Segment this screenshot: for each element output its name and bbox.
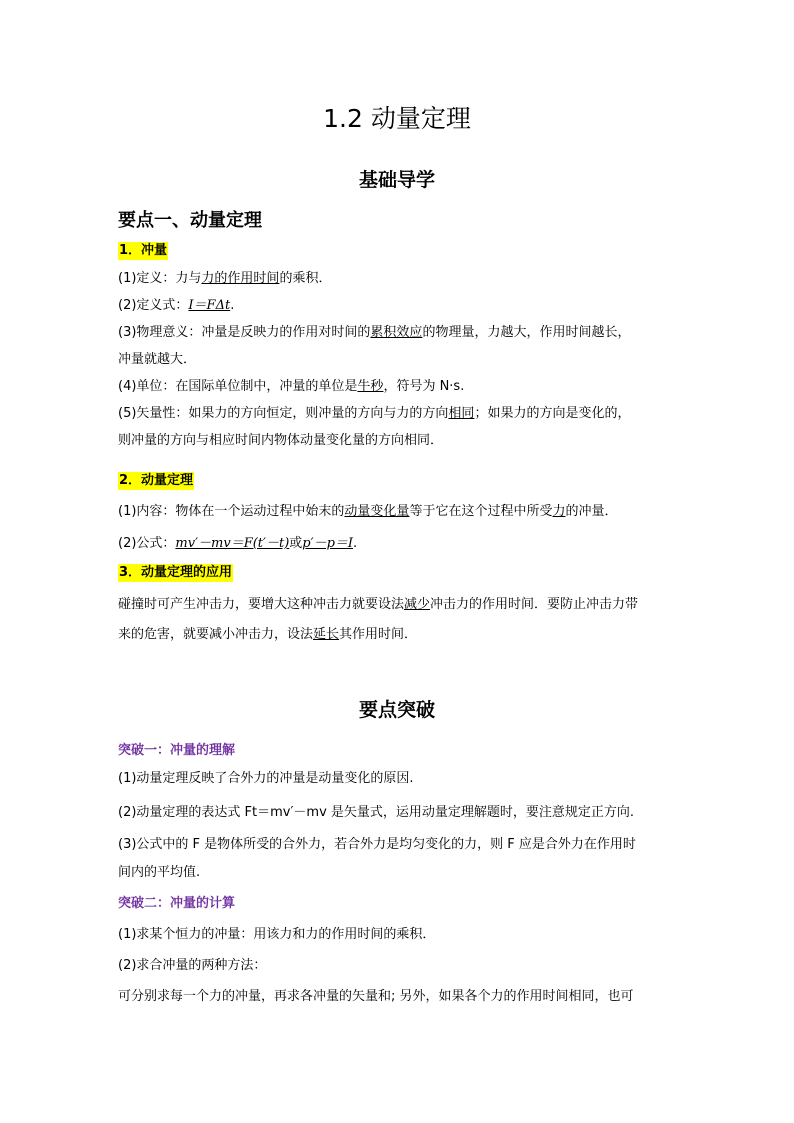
understanding-line4: 间内的平均值. bbox=[118, 865, 201, 880]
theorem-formula: (2)公式：mv′－mv＝F(t′－t)或p′－p＝I. bbox=[118, 536, 358, 551]
impulse-formula: (2)定义式：I＝FΔt. bbox=[118, 298, 235, 313]
subheading-impulse: 1．冲量 bbox=[119, 243, 168, 258]
subheading-impulse-calculation: 突破二：冲量的计算 bbox=[118, 896, 236, 911]
application-line1: 碰撞时可产生冲击力，要增大这种冲击力就要设法减少冲击力的作用时间．要防止冲击力带 bbox=[118, 597, 639, 612]
page-title: 1.2 动量定理 bbox=[323, 104, 471, 133]
impulse-meaning-line1: (3)物理意义：冲量是反映力的作用对时间的累积效应的物理量，力越大，作用时间越长， bbox=[118, 325, 631, 340]
calculation-line3: 可分别求每一个力的冲量，再求各冲量的矢量和; 另外，如果各个力的作用时间相同，也可 bbox=[118, 989, 634, 1004]
understanding-line2: (2)动量定理的表达式 Ft＝mv′－mv 是矢量式，运用动量定理解题时，要注意规定正方向. bbox=[118, 805, 635, 820]
understanding-line1: (1)动量定理反映了合外力的冲量是动量变化的原因. bbox=[118, 771, 414, 786]
impulse-definition: (1)定义：力与力的作用时间的乘积． bbox=[118, 271, 332, 286]
section-heading-basic: 基础导学 bbox=[358, 169, 435, 191]
calculation-line2: (2)求合冲量的两种方法： bbox=[118, 958, 267, 973]
subheading-impulse-understanding: 突破一：冲量的理解 bbox=[118, 743, 236, 758]
calculation-line1: (1)求某个恒力的冲量：用该力和力的作用时间的乘积． bbox=[118, 927, 436, 942]
impulse-vector-line2: 则冲量的方向与相应时间内物体动量变化量的方向相同． bbox=[118, 433, 444, 448]
subheading-theorem-application: 3．动量定理的应用 bbox=[119, 565, 233, 580]
application-line2: 来的危害，就要减小冲击力，设法延长其作用时间． bbox=[118, 627, 418, 642]
point-heading-momentum-theorem: 要点一、动量定理 bbox=[118, 210, 262, 231]
subheading-momentum-theorem: 2．动量定理 bbox=[119, 473, 194, 488]
impulse-unit: (4)单位：在国际单位制中，冲量的单位是牛秒，符号为 N·s. bbox=[118, 379, 465, 394]
section-heading-breakthrough: 要点突破 bbox=[358, 699, 435, 721]
theorem-content: (1)内容：物体在一个运动过程中始末的动量变化量等于它在这个过程中所受力的冲量． bbox=[118, 504, 618, 519]
impulse-vector-line1: (5)矢量性：如果力的方向恒定，则冲量的方向与力的方向相同；如果力的方向是变化的， bbox=[118, 406, 631, 421]
impulse-meaning-line2: 冲量就越大． bbox=[118, 352, 197, 367]
understanding-line3: (3)公式中的 F 是物体所受的合外力，若合外力是均匀变化的力，则 F 应是合外力在作用时 bbox=[118, 837, 636, 852]
